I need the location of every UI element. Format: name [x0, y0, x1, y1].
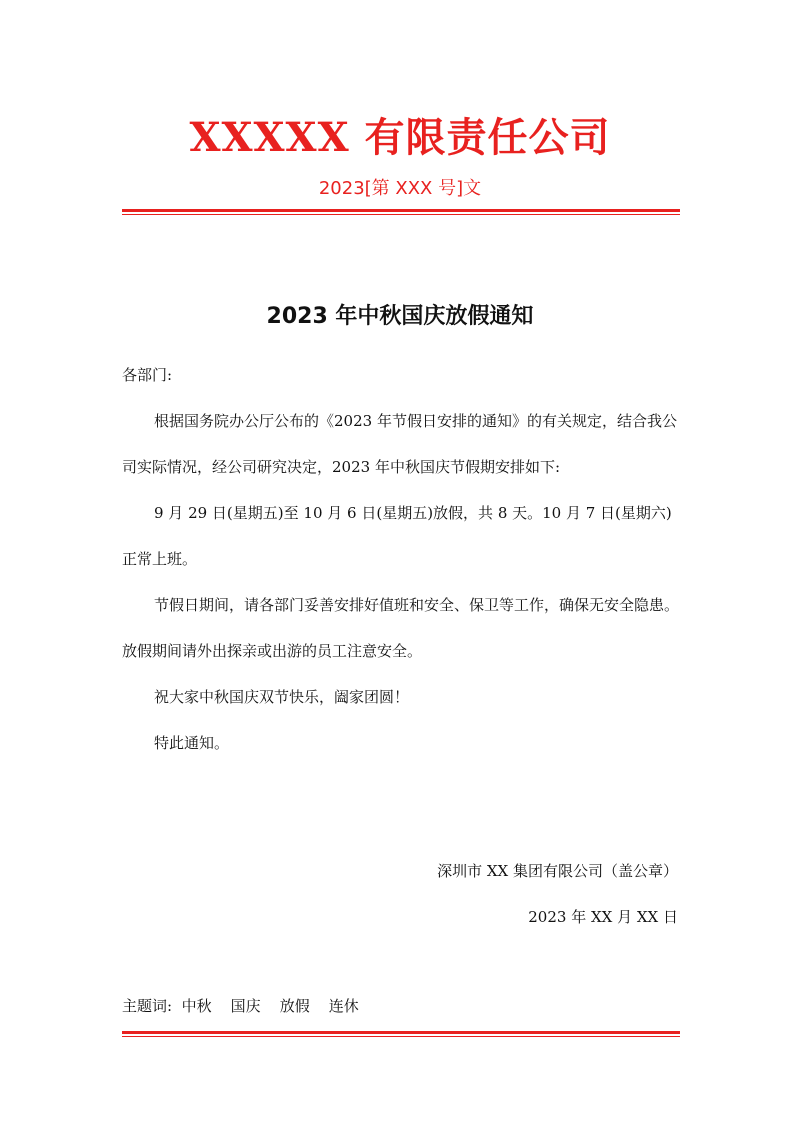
body-paragraph-safety: 节假日期间，请各部门妥善安排好值班和安全、保卫等工作，确保无安全隐患。放假期间请外出探亲或出游的员工注意安全。	[122, 596, 680, 660]
subject-keywords: 主题词: 中秋 国庆 放假 连休	[122, 997, 359, 1015]
header-divider-thick	[122, 209, 680, 212]
body-paragraph-greeting: 祝大家中秋国庆双节快乐，阖家团圆！	[154, 688, 410, 706]
footer-divider-thick	[122, 1031, 680, 1034]
signature-organization: 深圳市 XX 集团有限公司（盖公章）	[437, 862, 678, 880]
salutation	[122, 352, 682, 398]
header-divider-thin	[122, 214, 680, 215]
signature-date: 2023 年 XX 月 XX 日	[528, 908, 678, 926]
footer-divider	[122, 1031, 680, 1037]
notice-title: 2023 年中秋国庆放假通知	[266, 304, 534, 329]
document-number: 2023[第 XXX 号]文	[318, 178, 482, 199]
footer-divider-thin	[122, 1036, 680, 1037]
header-divider	[122, 209, 680, 215]
body-paragraph-schedule: 9 月 29 日(星期五)至 10 月 6 日(星期五)放假，共 8 天。10 月 7 日(星期六)正常上班。	[122, 504, 672, 568]
company-name: XXXXX 有限责任公司	[189, 114, 611, 161]
notice-body	[122, 398, 682, 766]
body-paragraph-basis: 根据国务院办公厅公布的《2023 年节假日安排的通知》的有关规定，结合我公司实际情况，经公司研究决定，2023 年中秋国庆节假期安排如下:	[122, 412, 677, 476]
body-paragraph-closing: 特此通知。	[154, 734, 230, 752]
salutation-text: 各部门:	[122, 366, 173, 384]
